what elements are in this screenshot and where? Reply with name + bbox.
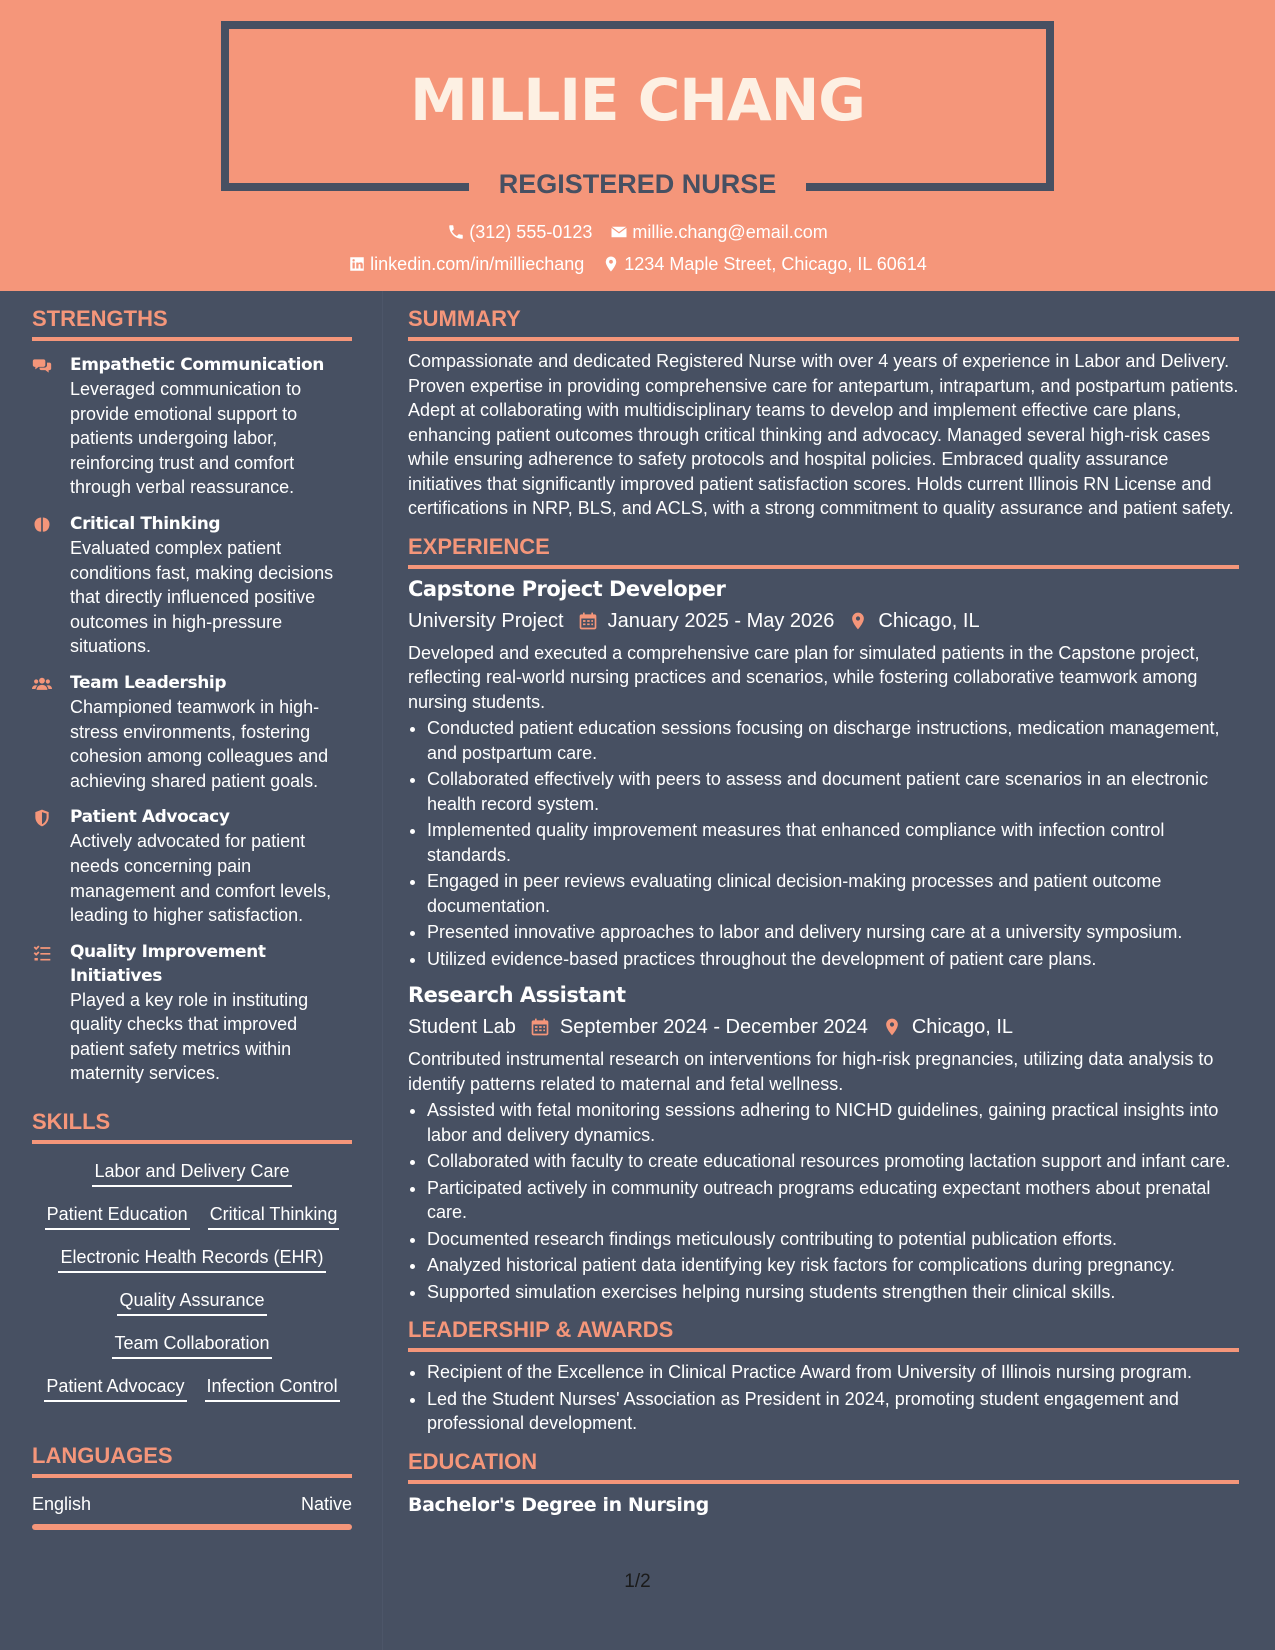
shield-icon (32, 808, 52, 828)
job-bullet: • Assisted with fetal monitoring sessions adhering to NICHD guidelines, gaining practical insights into labor and delivery dynamics. (427, 1098, 1239, 1147)
calendar-icon (578, 611, 598, 631)
job-organization: Student Lab (408, 1016, 516, 1038)
job-bullet: • Utilized evidence-based practices throughout the development of patient care plans. (427, 947, 1239, 972)
summary-heading: SUMMARY (408, 305, 1239, 341)
strength-description: Leveraged communication to provide emotional support to patients undergoing labor, reinforcing trust and comfort through verbal reassurance. (70, 379, 302, 498)
job-bullet: • Implemented quality improvement measures that enhanced compliance with infection control standards. (427, 818, 1239, 867)
strength-description: Played a key role in instituting quality checks that improved patient safety metrics within maternity services. (70, 989, 309, 1084)
map-pin-icon (848, 611, 868, 631)
address-text: 1234 Maple Street, Chicago, IL 60614 (624, 254, 927, 274)
strength-title: Team Leadership (70, 672, 227, 693)
strength-title: Critical Thinking (70, 513, 221, 534)
strength-description: Actively advocated for patient needs concerning pain management and comfort levels, leading to higher satisfaction. (70, 831, 332, 926)
skill-tag: Labor and Delivery Care (92, 1159, 291, 1187)
brain-icon (32, 515, 52, 535)
map-pin-icon (602, 255, 620, 273)
strength-item (32, 671, 352, 793)
job-bullets (408, 1098, 1239, 1304)
skill-tag: Critical Thinking (208, 1202, 340, 1230)
strength-title: Empathetic Communication (70, 355, 324, 375)
skill-tag: Electronic Health Records (EHR) (58, 1245, 325, 1273)
users-icon (32, 674, 52, 694)
leadership-heading: LEADERSHIP & AWARDS (408, 1316, 1239, 1352)
skills-list (32, 1159, 352, 1402)
award-item: • Led the Student Nurses' Association as President in 2024, promoting student engagement and professional development. (427, 1387, 1239, 1436)
strength-item (32, 940, 352, 1086)
map-pin-icon (882, 1017, 902, 1037)
award-item: • Recipient of the Excellence in Clinical Practice Award from University of Illinois nursing program. (427, 1360, 1239, 1385)
experience-heading: EXPERIENCE (408, 533, 1239, 569)
strength-item (32, 512, 352, 659)
comments-icon (32, 356, 52, 376)
job-bullet: • Conducted patient education sessions focusing on discharge instructions, medication management, and postpartum care. (427, 716, 1239, 765)
education-heading: EDUCATION (408, 1448, 1239, 1484)
education-degree: Bachelor's Degree in Nursing (408, 1493, 709, 1516)
phone-icon (447, 223, 465, 241)
resume-header (0, 0, 1275, 291)
job-bullet: • Presented innovative approaches to labor and delivery nursing care at a university symposium. (427, 920, 1239, 945)
address-contact (602, 252, 927, 276)
strength-title: Quality Improvement Initiatives (70, 941, 266, 986)
linkedin-contact[interactable] (348, 252, 584, 276)
job-bullet: • Documented research findings meticulously contributing to potential publication efforts. (427, 1227, 1239, 1252)
strengths-heading: STRENGTHS (32, 305, 352, 341)
page-number: 1/2 (624, 1571, 651, 1592)
candidate-title: REGISTERED NURSE (498, 169, 777, 199)
skills-heading: SKILLS (32, 1108, 352, 1144)
email-text: millie.chang@email.com (632, 222, 828, 242)
job-bullet: • Collaborated with faculty to create educational resources promoting lactation support and infant care. (427, 1149, 1239, 1174)
column-divider (382, 291, 383, 1650)
job-organization: University Project (408, 609, 564, 632)
skill-tag: Patient Advocacy (44, 1374, 186, 1402)
language-proficiency-bar (32, 1524, 352, 1530)
phone-contact[interactable] (447, 220, 592, 244)
job-description: Developed and executed a comprehensive care plan for simulated patients in the Capstone project, reflecting real-world nursing practices and scenarios, while fostering collaborative teamwork among nursing students. (408, 642, 1200, 712)
experience-entry (408, 575, 1239, 972)
email-contact[interactable] (610, 220, 827, 244)
job-bullet: • Collaborated effectively with peers to assess and document patient care scenarios in an electronic health record system. (427, 767, 1239, 816)
job-title: Research Assistant (408, 983, 626, 1007)
job-bullet: • Engaged in peer reviews evaluating clinical decision-making processes and patient outcome documentation. (427, 869, 1239, 918)
linkedin-icon (348, 255, 366, 273)
leadership-list (408, 1360, 1239, 1436)
contact-row-2 (0, 252, 1275, 276)
job-location: Chicago, IL (878, 609, 980, 632)
job-dates: January 2025 - May 2026 (607, 609, 835, 632)
languages-heading: LANGUAGES (32, 1442, 352, 1478)
job-bullet: • Participated actively in community outreach programs educating expectant mothers about prenatal care. (427, 1176, 1239, 1225)
job-meta (408, 1013, 1239, 1041)
phone-text: (312) 555-0123 (469, 222, 593, 242)
contact-row-1 (0, 220, 1275, 244)
job-title: Capstone Project Developer (408, 576, 726, 601)
strength-title: Patient Advocacy (70, 807, 230, 828)
right-column (408, 291, 1239, 1518)
experience-entry (408, 981, 1239, 1304)
tasks-icon (32, 943, 52, 963)
skill-tag: Team Collaboration (112, 1331, 271, 1359)
job-dates: September 2024 - December 2024 (559, 1016, 868, 1038)
candidate-name: MILLIE CHANG (410, 66, 865, 134)
job-bullet: • Analyzed historical patient data identifying key risk factors for complications during pregnancy. (427, 1253, 1239, 1278)
skill-tag: Infection Control (205, 1374, 340, 1402)
strength-description: Championed teamwork in high-stress environments, fostering cohesion among colleagues and achieving shared patient goals. (70, 696, 329, 791)
job-meta (408, 607, 1239, 635)
calendar-icon (530, 1017, 550, 1037)
linkedin-text: linkedin.com/in/milliechang (370, 254, 585, 274)
skill-tag: Patient Education (45, 1202, 190, 1230)
left-column (32, 291, 352, 1530)
strength-description: Evaluated complex patient conditions fast, making decisions that directly influenced positive outcomes in high-pressure situations. (70, 537, 334, 657)
summary-text: Compassionate and dedicated Registered Nurse with over 4 years of experience in Labor and Delivery. Proven expertise in providing comprehensive care for antepartum, intrapartum, and postpartum patients. Adept at collaborating with multidisciplinary teams to develop and implement effective care plans, enhancing patient outcomes through critical thinking and advocacy. Managed several high-risk cases while ensuring adherence to safety protocols and hospital policies. Embraced quality assurance initiatives that significantly improved patient satisfaction scores. Holds current Illinois RN License and certifications in NRP, BLS, and ACLS, with a strong commitment to quality assurance and patient safety. (408, 351, 1239, 518)
language-name: English (32, 1494, 92, 1515)
job-bullet: • Supported simulation exercises helping nursing students strengthen their clinical skills. (427, 1280, 1239, 1305)
language-item (32, 1492, 352, 1516)
strength-item (32, 805, 352, 927)
job-bullets (408, 716, 1239, 971)
skill-tag: Quality Assurance (117, 1288, 266, 1316)
language-level: Native (300, 1494, 352, 1515)
job-description: Contributed instrumental research on interventions for high-risk pregnancies, utilizing data analysis to identify patterns related to maternal and fetal wellness. (408, 1049, 1214, 1094)
strength-item (32, 353, 352, 500)
envelope-icon (610, 223, 628, 241)
job-location: Chicago, IL (911, 1016, 1014, 1038)
